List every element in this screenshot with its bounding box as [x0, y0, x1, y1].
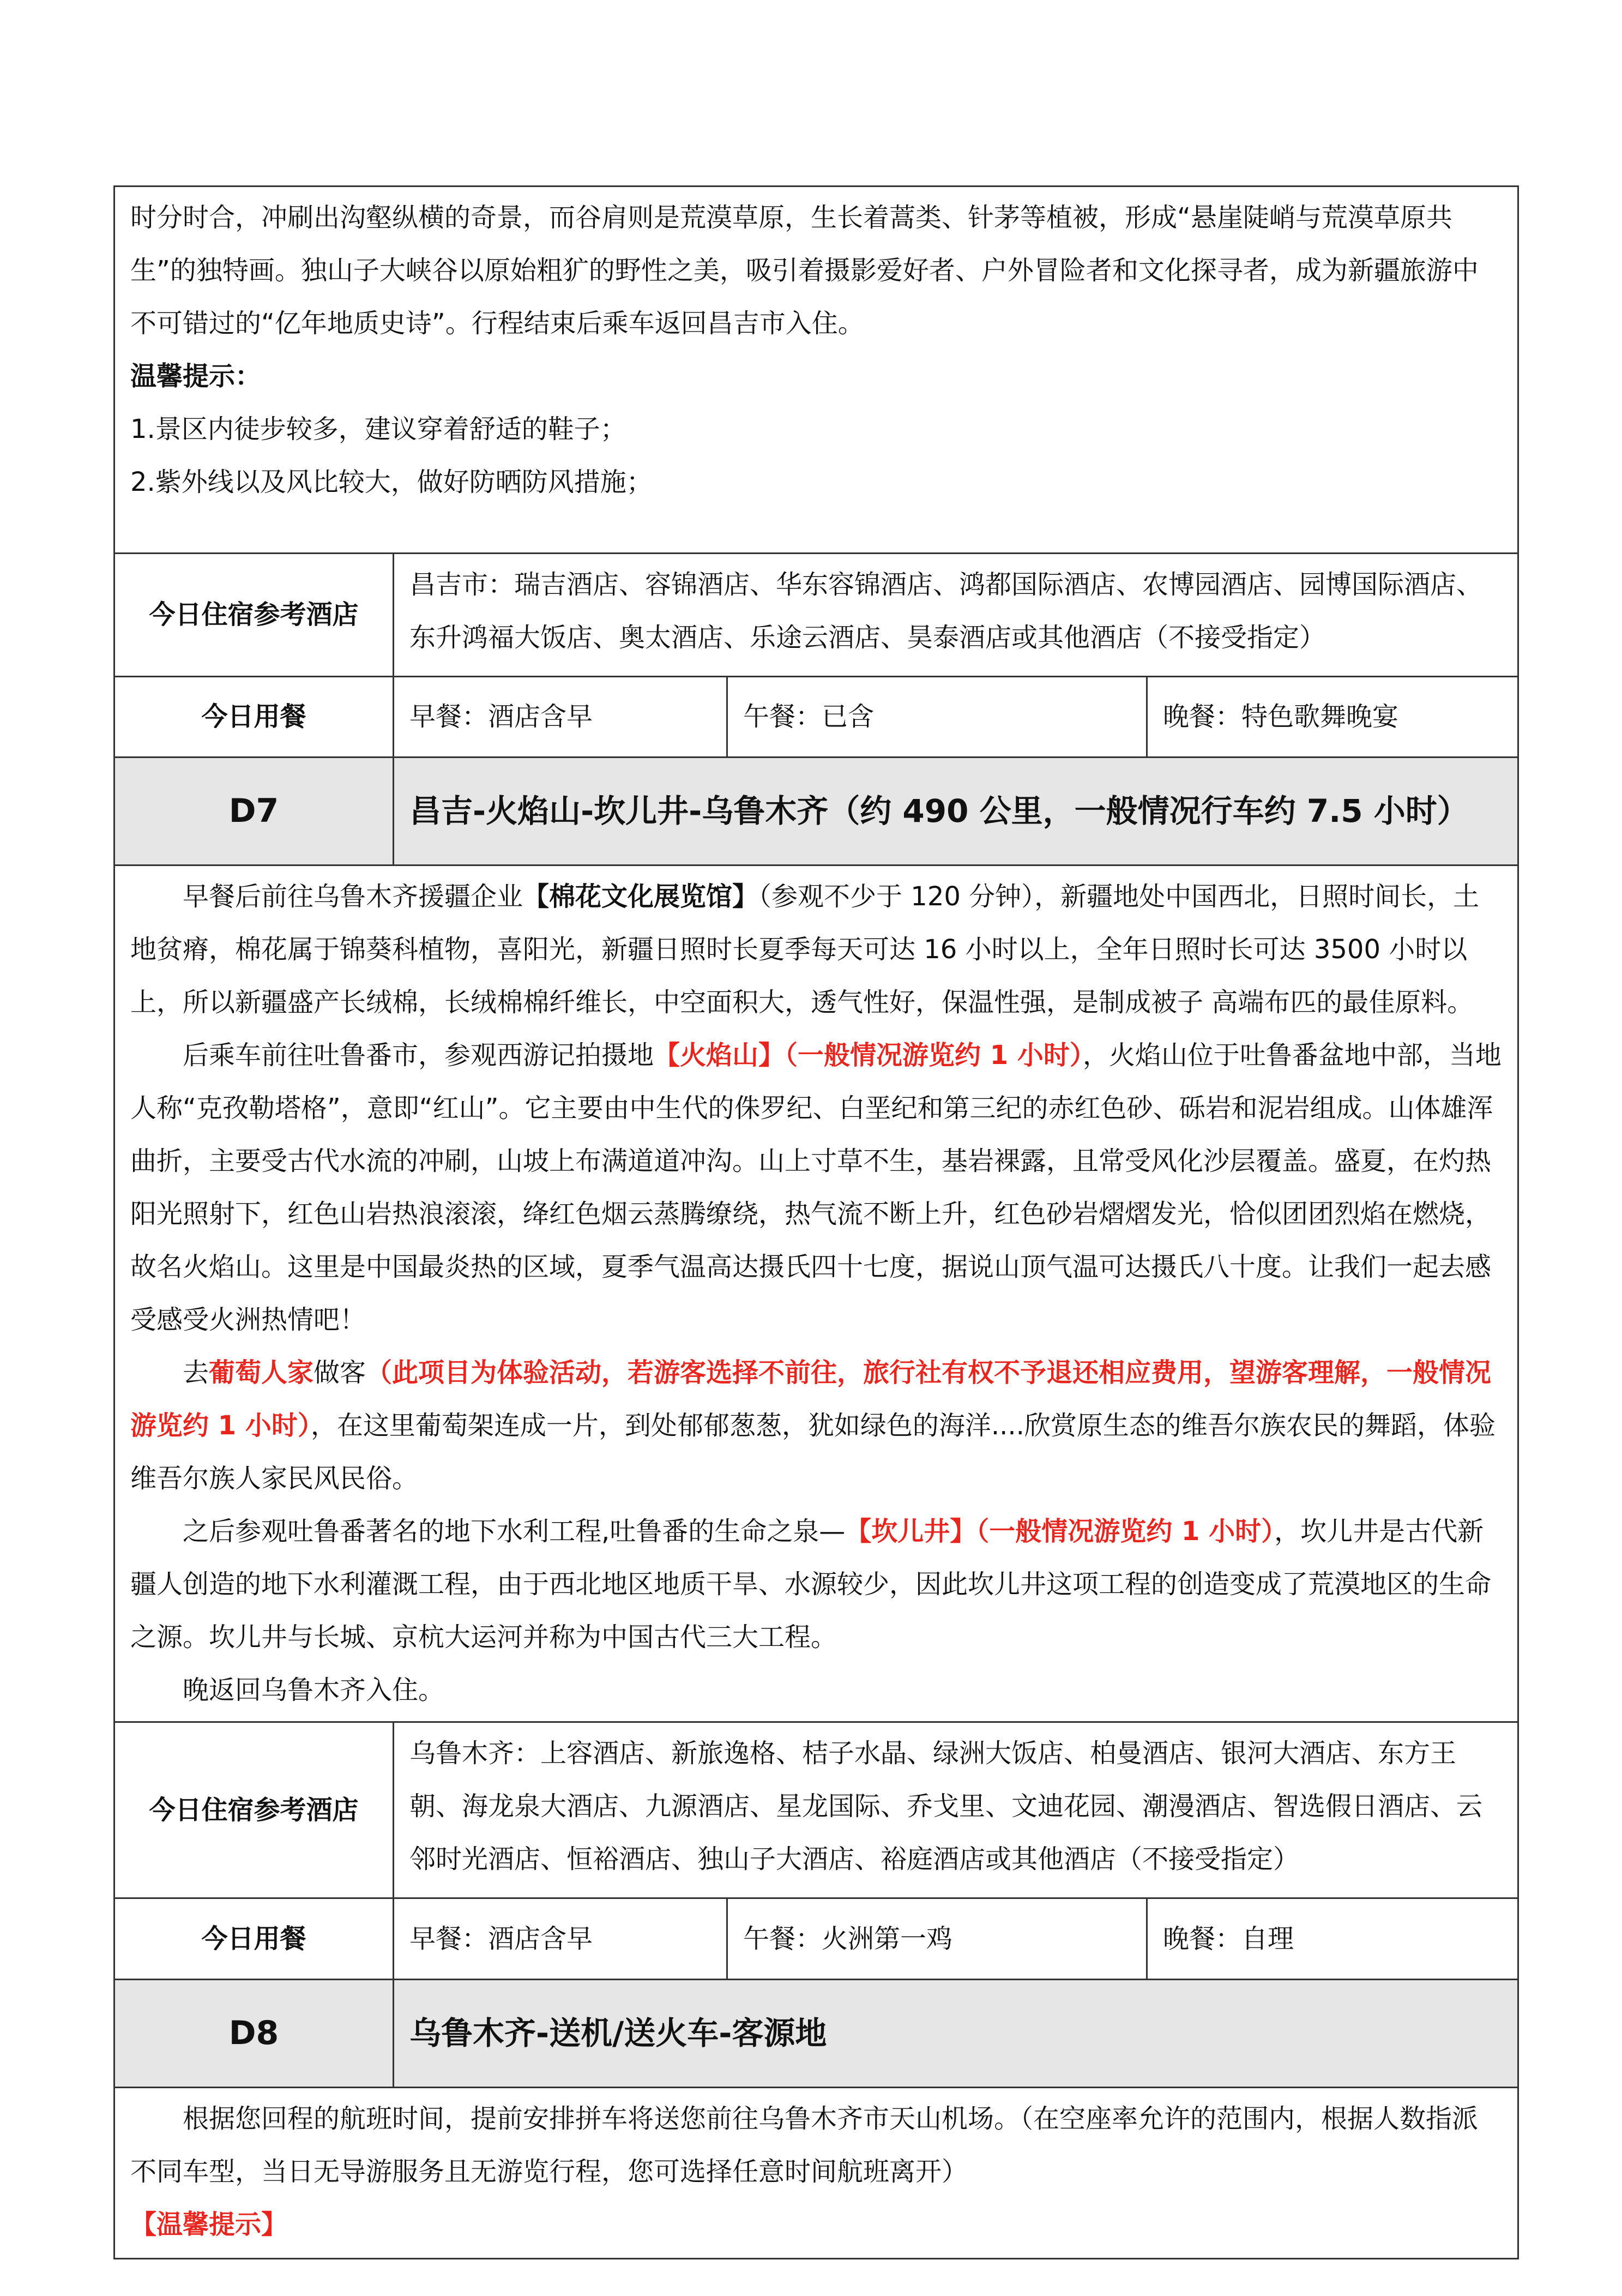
day7-title: 昌吉-火焰山-坎儿井-乌鲁木齐（约 490 公里，一般情况行车约 7.5 小时）: [394, 758, 1518, 865]
day8-paragraph: 根据您回程的航班时间，提前安排拼车将送您前往乌鲁木齐市天山机场。（在空座率允许的范围内，根据人数指派不同车型，当日无导游服务且无游览行程，您可选择任意时间航班离开）: [130, 2103, 1479, 2187]
itinerary-table: [113, 185, 1519, 2259]
meals-label: 今日用餐: [114, 677, 394, 758]
day7-paragraph-grape-family: [130, 1347, 1502, 1505]
day7-hotel-list: 乌鲁木齐：上容酒店、新旅逸格、桔子水晶、绿洲大饭店、柏曼酒店、银河大酒店、东方王朝、海龙泉大酒店、九源酒店、星龙国际、乔戈里、文迪花园、潮漫酒店、智选假日酒店、云邻时光酒店、恒裕酒店、独山子大酒店、裕庭酒店或其他酒店（不接受指定）: [394, 1722, 1518, 1898]
day8-tips-title: 【温馨提示】: [130, 2209, 288, 2240]
day7-dinner: 晚餐：自理: [1147, 1898, 1518, 1980]
day8-description-row: [114, 2088, 1518, 2259]
karez-name: 【坎儿井】（一般情况游览约 1 小时）: [845, 1516, 1275, 1547]
day6-breakfast: 早餐：酒店含早: [394, 677, 727, 758]
tip-item-1: 1.景区内徒步较多，建议穿着舒适的鞋子；: [130, 414, 626, 444]
day7-hotel-row: [114, 1722, 1518, 1898]
day7-p2-text-c: ，火焰山位于吐鲁番盆地中部，当地人称“克孜勒塔格”，意即“红山”。它主要由中生代的侏罗纪、白垩纪和第三纪的赤红色砂、砾岩和泥岩组成。山体雄浑曲折，主要受古代水流的冲刷，山坡上布满道道冲沟。山上寸草不生，基岩裸露，且常受风化沙层覆盖。盛夏，在灼热阳光照射下，红色山岩热浪滚滚，绛红色烟云蒸腾缭绕，热气流不断上升，红色砂岩熠熠发光，恰似团团烈焰在燃烧，故名火焰山。这里是中国最炎热的区域，夏季气温高达摄氏四十七度，据说山顶气温可达摄氏八十度。让我们一起去感受感受火洲热情吧！: [130, 1040, 1502, 1335]
day7-p4-text-c: ，坎儿井是古代新疆人创造的地下水利灌溉工程，由于西北地区地质干旱、水源较少，因此坎儿井这项工程的创造变成了荒漠地区的生命之源。坎儿井与长城、京杭大运河并称为中国古代三大工程。: [130, 1516, 1492, 1652]
day7-p4-text-a: 之后参观吐鲁番著名的地下水利工程,吐鲁番的生命之泉—: [183, 1516, 846, 1547]
day7-paragraph-cotton: [130, 870, 1502, 1029]
day7-paragraph-return: 晚返回乌鲁木齐入住。: [183, 1675, 445, 1705]
tips-title: 温馨提示：: [130, 361, 262, 392]
cotton-museum-name: 【棉花文化展览馆】: [523, 881, 759, 912]
day8-header-row: [114, 1980, 1518, 2088]
tip-item-2: 2.紫外线以及风比较大，做好防晒防风措施；: [130, 467, 653, 497]
day7-description-row: [114, 865, 1518, 1722]
day6-lunch: 午餐：已含: [727, 677, 1147, 758]
day8-label: D8: [114, 1980, 394, 2088]
grape-family-name: 葡萄人家: [209, 1357, 314, 1388]
day7-p2-text-a: 后乘车前往吐鲁番市，参观西游记拍摄地: [183, 1040, 654, 1071]
day8-title: 乌鲁木齐-送机/送火车-客源地: [394, 1980, 1518, 2088]
day7-header-row: [114, 758, 1518, 865]
hotel-label: 今日住宿参考酒店: [114, 554, 394, 677]
grape-family-notice: （此项目为体验活动，若游客选择不前往，旅行社有权不予退还相应费用，望游客理解，一般情况游览约 1 小时）: [130, 1357, 1492, 1441]
day7-paragraph-flaming-mountain: [130, 1029, 1502, 1347]
day6-hotel-list: 昌吉市：瑞吉酒店、容锦酒店、华东容锦酒店、鸿都国际酒店、农博园酒店、园博国际酒店、东升鸿福大饭店、奥太酒店、乐途云酒店、昊泰酒店或其他酒店（不接受指定）: [394, 554, 1518, 677]
day6-dinner: 晚餐：特色歌舞晚宴: [1147, 677, 1518, 758]
meals-label-day7: 今日用餐: [114, 1898, 394, 1980]
day6-meals-row: [114, 677, 1518, 758]
day6-hotel-row: [114, 554, 1518, 677]
day7-p1-text-a: 早餐后前往乌鲁木齐援疆企业: [183, 881, 523, 912]
day7-description-cell: [114, 865, 1518, 1722]
day7-lunch: 午餐：火洲第一鸡: [727, 1898, 1147, 1980]
day6-description-cell: [114, 187, 1518, 554]
flaming-mountain-name: 【火焰山】（一般情况游览约 1 小时）: [654, 1040, 1083, 1071]
day7-meals-row: [114, 1898, 1518, 1980]
intro-paragraph: 时分时合，冲刷出沟壑纵横的奇景，而谷肩则是荒漠草原，生长着蒿类、针茅等植被，形成“悬崖陡峭与荒漠草原共生”的独特画。独山子大峡谷以原始粗犷的野性之美，吸引着摄影爱好者、户外冒险者和文化探寻者，成为新疆旅游中不可错过的“亿年地质史诗”。行程结束后乘车返回昌吉市入住。: [130, 202, 1479, 339]
day7-p1-text-c: （参观不少于 120 分钟），新疆地处中国西北，日照时间长，土地贫瘠，棉花属于锦葵科植物，喜阳光，新疆日照时长夏季每天可达 16 小时以上，全年日照时长可达 3500 小时以上，所以新疆盛产长绒棉，长绒棉棉纤维长，中空面积大，透气性好，保温性强，是制成被子 高端布匹的最佳原料。: [130, 881, 1480, 1018]
day7-paragraph-karez: [130, 1505, 1502, 1664]
day8-description-cell: [114, 2088, 1518, 2259]
day7-p3-text-a: 去: [183, 1357, 209, 1388]
hotel-label-day7: 今日住宿参考酒店: [114, 1722, 394, 1898]
day7-p3-text-c: 做客: [313, 1357, 366, 1388]
day6-description-row: [114, 187, 1518, 554]
day7-p3-text-e: ，在这里葡萄架连成一片，到处郁郁葱葱，犹如绿色的海洋....欣赏原生态的维吾尔族农民的舞蹈，体验维吾尔族人家民风民俗。: [130, 1410, 1496, 1494]
day7-label: D7: [114, 758, 394, 865]
day7-breakfast: 早餐：酒店含早: [394, 1898, 727, 1980]
